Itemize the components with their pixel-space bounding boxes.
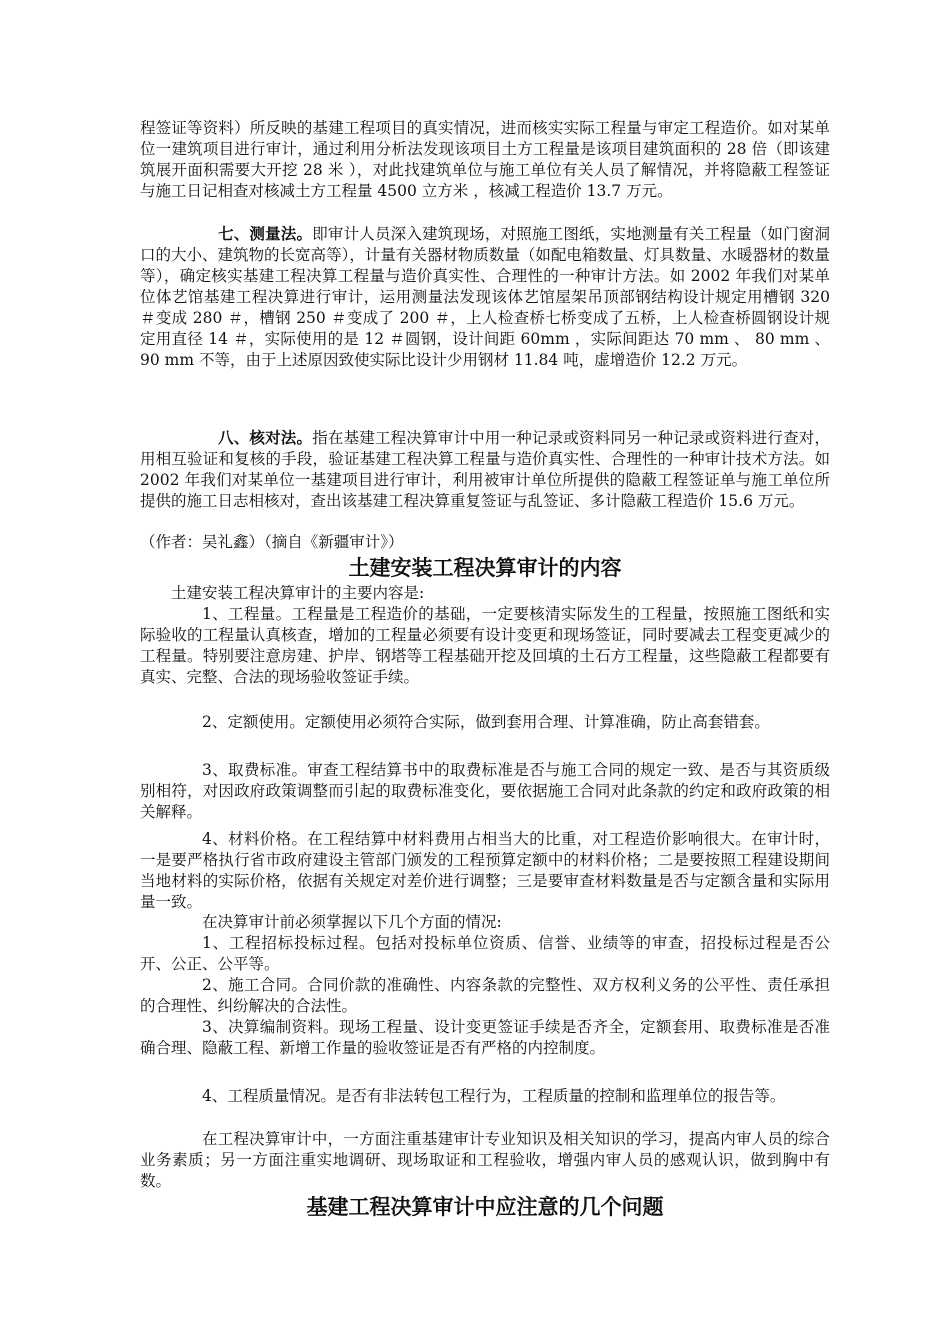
section-heading-contents: 土建安装工程决算审计的内容 [348,556,622,580]
section-lead: 土建安装工程决算审计的主要内容是: [171,584,425,602]
method-7-title: 七、测量法。 [218,224,313,243]
list-item-quota: 2、定额使用。定额使用必须符合实际，做到套用合理、计算准确，防止高套错套。 [202,713,770,731]
section-lead-2: 在决算审计前必须掌握以下几个方面的情况: [202,913,502,931]
method-8-title: 八、核对法。 [218,428,313,447]
closing-paragraph: 在工程决算审计中，一方面注重基建审计专业知识及相关知识的学习，提高内审人员的综合业务素质；另一方面注重实地调研、现场取证和工程验收，增强内审人员的感观认识，做到胸中有数。 [140,1130,830,1190]
list-item-fee-standard: 3、取费标准。审查工程结算书中的取费标准是否与施工合同的规定一致、是否与其资质级别相符，对因政府政策调整而引起的取费标准变化，要依据施工合同对此条款的约定和政府政策的相关解释。 [140,761,830,821]
list-item-material-price: 4、材料价格。在工程结算中材料费用占相当大的比重，对工程造价影响很大。在审计时，一是要严格执行省市政府建设主管部门颁发的工程预算定额中的材料价格；二是要按照工程建设期间当地材料的实际价格，依据有关规定对差价进行调整；三是要审查材料数量是否与定额含量和实际用量一致。 [140,830,830,911]
paragraph-method-8 [140,427,830,512]
method-8-text: 指在基建工程决算审计中用一种记录或资料同另一种记录或资料进行查对，用相互验证和复核的手段，验证基建工程决算工程量与造价真实性、合理性的一种审计技术方法。如 2002 年我们对某单位一基建项目进行审计，利用被审计单位所提供的隐蔽工程签证单与施工单位所提供的施工日志相核对，查出该基建工程决算重复签证与乱签证、多计隐蔽工程造价 15.6 万元。 [140,429,830,510]
paragraph-intro [140,118,830,202]
list-item-settlement-docs: 3、决算编制资料。现场工程量、设计变更签证手续是否齐全，定额套用、取费标准是否准确合理、隐蔽工程、新增工作量的验收签证是否有严格的内控制度。 [140,1018,830,1057]
method-7-text: 即审计人员深入建筑现场，对照施工图纸，实地测量有关工程量（如门窗洞口的大小、建筑物的长宽高等），计量有关器材物质数量（如配电箱数量、灯具数量、水暖器材的数量等），确定核实基建工程决算工程量与造价真实性、合理性的一种审计方法。如 2002 年我们对某单位体艺馆基建工程决算进行审计，运用测量法发现该体艺馆屋架吊顶部钢结构设计规定用槽钢 320 ＃变成 280 ＃，槽钢 250 ＃变成了 200 ＃，上人检查桥七桥变成了五桥，上人检查桥圆钢设计规定用直径 14 ＃，实际使用的是 12 ＃圆钢，设计间距 60mm ，实际间距达 70 mm 、 80 mm 、 90 mm 不等，由于上述原因致使实际比设计少用钢材 11.84 吨，虚增造价 12.2 万元。 [140,225,830,369]
list-item-contract: 2、施工合同。合同价款的准确性、内容条款的完整性、双方权利义务的公平性、责任承担的合理性、纠纷解决的合法性。 [140,976,830,1015]
list-item-bidding: 1、工程招标投标过程。包括对投标单位资质、信誉、业绩等的审查，招投标过程是否公开、公正、公平等。 [140,934,830,973]
list-item-quantity: 1、工程量。工程量是工程造价的基础，一定要核清实际发生的工程量，按照施工图纸和实际验收的工程量认真核查，增加的工程量必须要有设计变更和现场签证，同时要减去工程变更减少的工程量。特别要注意房建、护岸、钢塔等工程基础开挖及回填的土石方工程量，这些隐蔽工程都要有真实、完整、合法的现场验收签证手续。 [140,605,830,686]
paragraph-intro-text: 程签证等资料）所反映的基建工程项目的真实情况，进而核实实际工程量与审定工程造价。如对某单位一建筑项目进行审计，通过利用分析法发现该项目土方工程量是该项目建筑面积的 28 倍（即该建筑展开面积需要大开挖 28 米 ），对此找建筑单位与施工单位有关人员了解情况，并将隐蔽工程签证与施工日记相查对核减土方工程量 4500 立方米 ，核减工程造价 13.7 万元。 [140,119,830,200]
paragraph-method-7 [140,223,830,371]
author-line: （作者：吴礼鑫）（摘自《新疆审计》） [140,533,404,551]
section-heading-issues: 基建工程决算审计中应注意的几个问题 [306,1195,664,1219]
list-item-quality: 4、工程质量情况。是否有非法转包工程行为，工程质量的控制和监理单位的报告等。 [202,1087,786,1105]
